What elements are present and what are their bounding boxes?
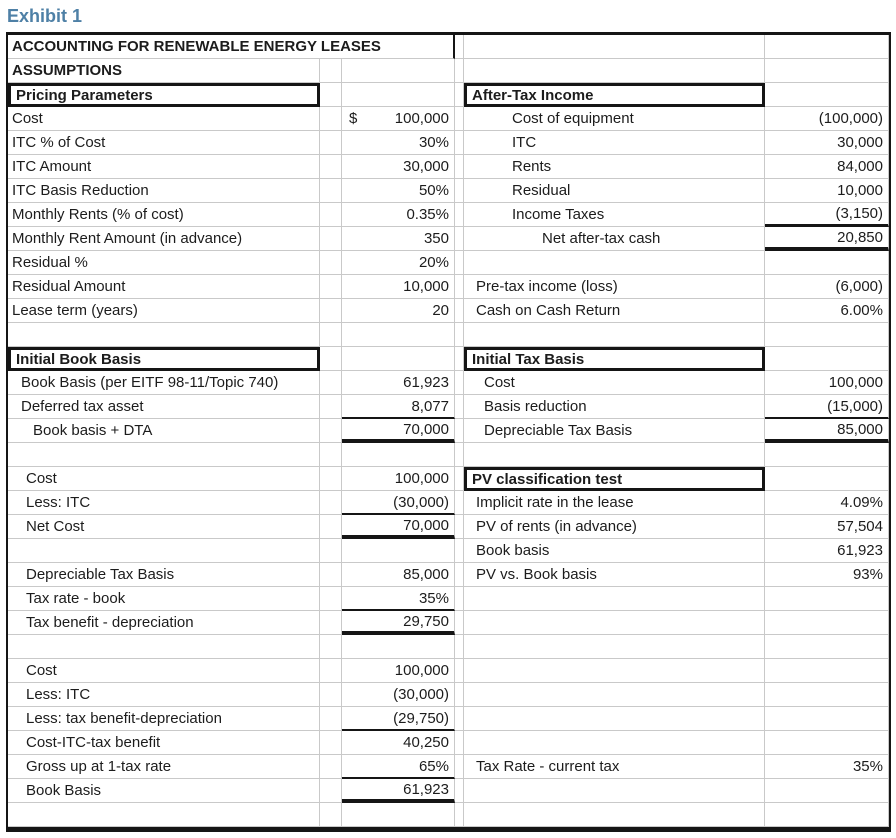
aftertax-netcash-value: 20,850 (765, 227, 889, 251)
empty-cell (455, 323, 464, 347)
empty-cell (455, 203, 464, 227)
empty-cell (320, 443, 342, 467)
empty-cell (8, 443, 320, 467)
empty-cell (320, 323, 342, 347)
pricing-cost-value (342, 107, 455, 131)
empty-cell (320, 491, 342, 515)
aftertax-equipment-label: Cost of equipment (464, 107, 765, 131)
amount: 100,000 (394, 110, 449, 127)
empty-cell (455, 491, 464, 515)
aftertax-rents-label: Rents (464, 155, 765, 179)
empty-cell (765, 683, 889, 707)
taxbasis-cost-label: Cost (464, 371, 765, 395)
cash-on-cash-label: Cash on Cash Return (464, 299, 765, 323)
basis-reduction-label: Basis reduction (464, 395, 765, 419)
empty-cell (342, 803, 455, 827)
empty-cell (464, 35, 765, 59)
pricing-monthlyrentpct-value: 0.35% (342, 203, 455, 227)
taxbenefit-depr-value: 29,750 (342, 611, 455, 635)
aftertax-equipment-value: (100,000) (765, 107, 889, 131)
empty-cell (464, 59, 765, 83)
empty-cell (320, 611, 342, 635)
empty-cell (455, 179, 464, 203)
empty-cell (765, 731, 889, 755)
empty-cell (765, 347, 889, 371)
empty-cell (320, 275, 342, 299)
empty-cell (455, 587, 464, 611)
pricing-monthlyrentamt-label: Monthly Rent Amount (in advance) (8, 227, 320, 251)
pricing-residualpct-label: Residual % (8, 251, 320, 275)
empty-cell (455, 779, 464, 803)
empty-cell (464, 587, 765, 611)
netcost-lessitc-value: (30,000) (342, 491, 455, 515)
empty-cell (320, 155, 342, 179)
deferred-tax-asset-value: 8,077 (342, 395, 455, 419)
depreciable-taxbasis-value: 85,000 (765, 419, 889, 443)
implicit-rate-label: Implicit rate in the lease (464, 491, 765, 515)
empty-cell (455, 371, 464, 395)
empty-cell (320, 107, 342, 131)
table-title-cell: ACCOUNTING FOR RENEWABLE ENERGY LEASES (8, 35, 455, 59)
empty-cell (765, 803, 889, 827)
empty-cell (455, 155, 464, 179)
empty-cell (320, 587, 342, 611)
pricing-header: Pricing Parameters (8, 83, 320, 107)
netcost-cost-label: Cost (8, 467, 320, 491)
empty-cell (455, 515, 464, 539)
after-tax-header: After-Tax Income (464, 83, 765, 107)
empty-cell (765, 443, 889, 467)
empty-cell (320, 395, 342, 419)
pricing-cost-label: Cost (8, 107, 320, 131)
pvtest-bookbasis-value: 61,923 (765, 539, 889, 563)
empty-cell (320, 707, 342, 731)
empty-cell (8, 803, 320, 827)
netcost-lessitc-label: Less: ITC (8, 491, 320, 515)
empty-cell (455, 707, 464, 731)
bookbasis-eitf-value: 61,923 (342, 371, 455, 395)
aftertax-itc-value: 30,000 (765, 131, 889, 155)
empty-cell (765, 59, 889, 83)
empty-cell (320, 299, 342, 323)
empty-cell (455, 731, 464, 755)
empty-cell (342, 539, 455, 563)
empty-cell (765, 587, 889, 611)
empty-cell (464, 443, 765, 467)
pricing-monthlyrentamt-value: 350 (342, 227, 455, 251)
empty-cell (765, 635, 889, 659)
empty-cell (320, 659, 342, 683)
pretax-income-label: Pre-tax income (loss) (464, 275, 765, 299)
pvtest-bookbasis-label: Book basis (464, 539, 765, 563)
pricing-residualamt-value: 10,000 (342, 275, 455, 299)
proof-lesstaxbenefit-label: Less: tax benefit-depreciation (8, 707, 320, 731)
pv-vs-bookbasis-label: PV vs. Book basis (464, 563, 765, 587)
empty-cell (455, 419, 464, 443)
empty-cell (320, 347, 342, 371)
pv-rents-value: 57,504 (765, 515, 889, 539)
pricing-monthlyrentpct-label: Monthly Rents (% of cost) (8, 203, 320, 227)
proof-cost-value: 100,000 (342, 659, 455, 683)
empty-cell (765, 659, 889, 683)
depreciable-taxbasis-label: Depreciable Tax Basis (464, 419, 765, 443)
initial-tax-basis-header: Initial Tax Basis (464, 347, 765, 371)
empty-cell (342, 59, 455, 83)
empty-cell (464, 731, 765, 755)
netcost-net-label: Net Cost (8, 515, 320, 539)
empty-cell (464, 659, 765, 683)
empty-cell (464, 779, 765, 803)
empty-cell (342, 635, 455, 659)
taxrate-book-label: Tax rate - book (8, 587, 320, 611)
empty-cell (320, 251, 342, 275)
pricing-itcamt-value: 30,000 (342, 155, 455, 179)
empty-cell (455, 131, 464, 155)
empty-cell (320, 203, 342, 227)
empty-cell (765, 251, 889, 275)
empty-cell (320, 731, 342, 755)
empty-cell (455, 755, 464, 779)
empty-cell (455, 539, 464, 563)
empty-cell (320, 131, 342, 155)
pricing-itcpct-label: ITC % of Cost (8, 131, 320, 155)
empty-cell (765, 707, 889, 731)
basis-reduction-value: (15,000) (765, 395, 889, 419)
empty-cell (320, 563, 342, 587)
proof-bookbasis-value: 61,923 (342, 779, 455, 803)
empty-cell (765, 323, 889, 347)
proof-lessitc-label: Less: ITC (8, 683, 320, 707)
empty-cell (8, 635, 320, 659)
empty-cell (342, 347, 455, 371)
empty-cell (455, 635, 464, 659)
empty-cell (8, 539, 320, 563)
empty-cell (455, 227, 464, 251)
proof-grossup-value: 65% (342, 755, 455, 779)
empty-cell (455, 395, 464, 419)
proof-cost-label: Cost (8, 659, 320, 683)
empty-cell (765, 467, 889, 491)
empty-cell (320, 179, 342, 203)
bookbasis-plus-dta-value: 70,000 (342, 419, 455, 443)
empty-cell (455, 59, 464, 83)
pretax-income-value: (6,000) (765, 275, 889, 299)
empty-cell (455, 683, 464, 707)
netcost-cost-value: 100,000 (342, 467, 455, 491)
proof-costitctax-value: 40,250 (342, 731, 455, 755)
empty-cell (455, 347, 464, 371)
empty-cell (455, 107, 464, 131)
empty-cell (455, 659, 464, 683)
bookbasis-eitf-label: Book Basis (per EITF 98-11/Topic 740) (8, 371, 320, 395)
pricing-leaseterm-value: 20 (342, 299, 455, 323)
empty-cell (765, 83, 889, 107)
initial-book-basis-header: Initial Book Basis (8, 347, 320, 371)
empty-cell (765, 35, 889, 59)
taxbenefit-depr-label: Tax benefit - depreciation (8, 611, 320, 635)
pricing-leaseterm-label: Lease term (years) (8, 299, 320, 323)
pricing-itcpct-value: 30% (342, 131, 455, 155)
cash-on-cash-value: 6.00% (765, 299, 889, 323)
empty-cell (464, 707, 765, 731)
empty-cell (455, 563, 464, 587)
pricing-residualamt-label: Residual Amount (8, 275, 320, 299)
empty-cell (455, 443, 464, 467)
empty-cell (320, 683, 342, 707)
aftertax-incometaxes-label: Income Taxes (464, 203, 765, 227)
empty-cell (455, 611, 464, 635)
empty-cell (455, 467, 464, 491)
empty-cell (455, 803, 464, 827)
aftertax-incometaxes-value: (3,150) (765, 203, 889, 227)
empty-cell (320, 227, 342, 251)
empty-cell (320, 803, 342, 827)
taxrate-current-label: Tax Rate - current tax (464, 755, 765, 779)
currency-symbol: $ (349, 110, 358, 127)
pv-rents-label: PV of rents (in advance) (464, 515, 765, 539)
exhibit-title: Exhibit 1 (7, 6, 83, 26)
empty-cell (342, 323, 455, 347)
aftertax-residual-label: Residual (464, 179, 765, 203)
empty-cell (765, 611, 889, 635)
empty-cell (464, 683, 765, 707)
empty-cell (320, 779, 342, 803)
empty-cell (455, 299, 464, 323)
taxben-deprbasis-value: 85,000 (342, 563, 455, 587)
aftertax-netcash-label: Net after-tax cash (464, 227, 765, 251)
proof-lesstaxbenefit-value: (29,750) (342, 707, 455, 731)
deferred-tax-asset-label: Deferred tax asset (8, 395, 320, 419)
taxben-deprbasis-label: Depreciable Tax Basis (8, 563, 320, 587)
proof-costitctax-label: Cost-ITC-tax benefit (8, 731, 320, 755)
proof-lessitc-value: (30,000) (342, 683, 455, 707)
pricing-itcamt-label: ITC Amount (8, 155, 320, 179)
pv-vs-bookbasis-value: 93% (765, 563, 889, 587)
exhibit-table (6, 32, 891, 832)
empty-cell (464, 611, 765, 635)
pricing-residualpct-value: 20% (342, 251, 455, 275)
taxrate-book-value: 35% (342, 587, 455, 611)
empty-cell (320, 635, 342, 659)
empty-cell (464, 635, 765, 659)
taxbasis-cost-value: 100,000 (765, 371, 889, 395)
empty-cell (342, 443, 455, 467)
bookbasis-plus-dta-label: Book basis + DTA (8, 419, 320, 443)
empty-cell (464, 251, 765, 275)
pricing-basisred-label: ITC Basis Reduction (8, 179, 320, 203)
empty-cell (455, 35, 464, 59)
empty-cell (320, 467, 342, 491)
aftertax-residual-value: 10,000 (765, 179, 889, 203)
empty-cell (320, 83, 342, 107)
empty-cell (8, 323, 320, 347)
aftertax-itc-label: ITC (464, 131, 765, 155)
empty-cell (464, 803, 765, 827)
empty-cell (455, 83, 464, 107)
pricing-basisred-value: 50% (342, 179, 455, 203)
empty-cell (320, 419, 342, 443)
empty-cell (342, 83, 455, 107)
assumptions-cell: ASSUMPTIONS (8, 59, 320, 83)
empty-cell (455, 251, 464, 275)
proof-grossup-label: Gross up at 1-tax rate (8, 755, 320, 779)
empty-cell (320, 539, 342, 563)
empty-cell (320, 59, 342, 83)
aftertax-rents-value: 84,000 (765, 155, 889, 179)
empty-cell (320, 515, 342, 539)
empty-cell (765, 779, 889, 803)
taxrate-current-value: 35% (765, 755, 889, 779)
empty-cell (455, 275, 464, 299)
empty-cell (464, 323, 765, 347)
pv-test-header: PV classification test (464, 467, 765, 491)
netcost-net-value: 70,000 (342, 515, 455, 539)
empty-cell (320, 371, 342, 395)
implicit-rate-value: 4.09% (765, 491, 889, 515)
proof-bookbasis-label: Book Basis (8, 779, 320, 803)
empty-cell (320, 755, 342, 779)
